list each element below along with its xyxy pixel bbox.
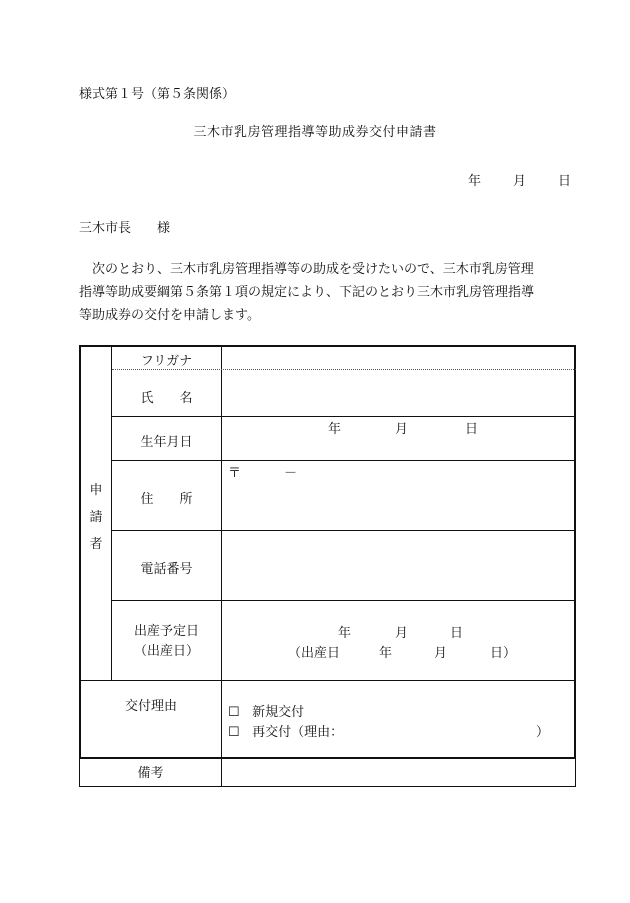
address-label: 住 所 [140,492,193,507]
checkbox-icon[interactable]: ☐ [228,705,240,720]
due-date-field[interactable] [222,622,576,672]
due-month-label: 月 [395,626,409,641]
option-reissue-close: ） [536,725,550,740]
birthdate-label: 生年月日 [140,435,193,450]
due-day-label: 日 [450,626,464,641]
remarks-field[interactable] [222,759,575,786]
body-line: 等助成券の交付を申請します。 [79,308,260,323]
birth-day-label: 日） [490,646,517,661]
body-line: 指導等助成要綱第５条第１項の規定により、下記のとおり三木市乳房管理指導 [79,285,535,300]
remarks-row [79,759,576,787]
address-field[interactable] [222,462,576,528]
document-title: 三木市乳房管理指導等助成券交付申請書 [193,125,437,140]
applicant-label: 申 請 者 [89,483,103,552]
due-date-label: 出産予定日 （出産日） [133,624,199,659]
due-year-label: 年 [338,626,352,641]
issue-reason-options [222,703,576,743]
date-year-label: 年 [468,174,482,189]
application-date [468,170,571,189]
date-month-label: 月 [513,174,527,189]
birthdate-year-label: 年 [328,422,342,437]
name-label: 氏 名 [140,391,193,406]
form-number: 様式第１号（第５条関係） [79,87,236,102]
postal-dash: － [284,466,298,481]
body-line: 次のとおり、三木市乳房管理指導等の助成を受けたいので、三木市乳房管理 [79,262,534,277]
name-field[interactable] [222,371,576,415]
date-day-label: 日 [558,174,572,189]
birth-year-label: 年 [379,646,393,661]
birth-month-label: 月 [434,646,448,661]
option-new-row[interactable] [222,703,576,723]
phone-field[interactable] [222,532,576,598]
addressee: 三木市長 様 [79,221,171,236]
birthdate-day-label: 日 [465,422,479,437]
furigana-label: フリガナ [140,354,193,369]
option-new-label: 新規交付 [252,705,305,720]
issue-reason-label: 交付理由 [124,699,177,714]
birth-date-prefix: （出産日 [288,646,341,661]
application-table [79,345,576,759]
birthdate-month-label: 月 [395,422,409,437]
option-reissue-label: 再交付（理由： [252,725,344,740]
postal-mark: 〒 [228,466,242,481]
checkbox-icon[interactable]: ☐ [228,725,240,740]
phone-label: 電話番号 [140,562,193,577]
remarks-label: 備考 [137,766,164,781]
body-text [79,258,579,327]
option-reissue-row[interactable] [222,723,576,743]
